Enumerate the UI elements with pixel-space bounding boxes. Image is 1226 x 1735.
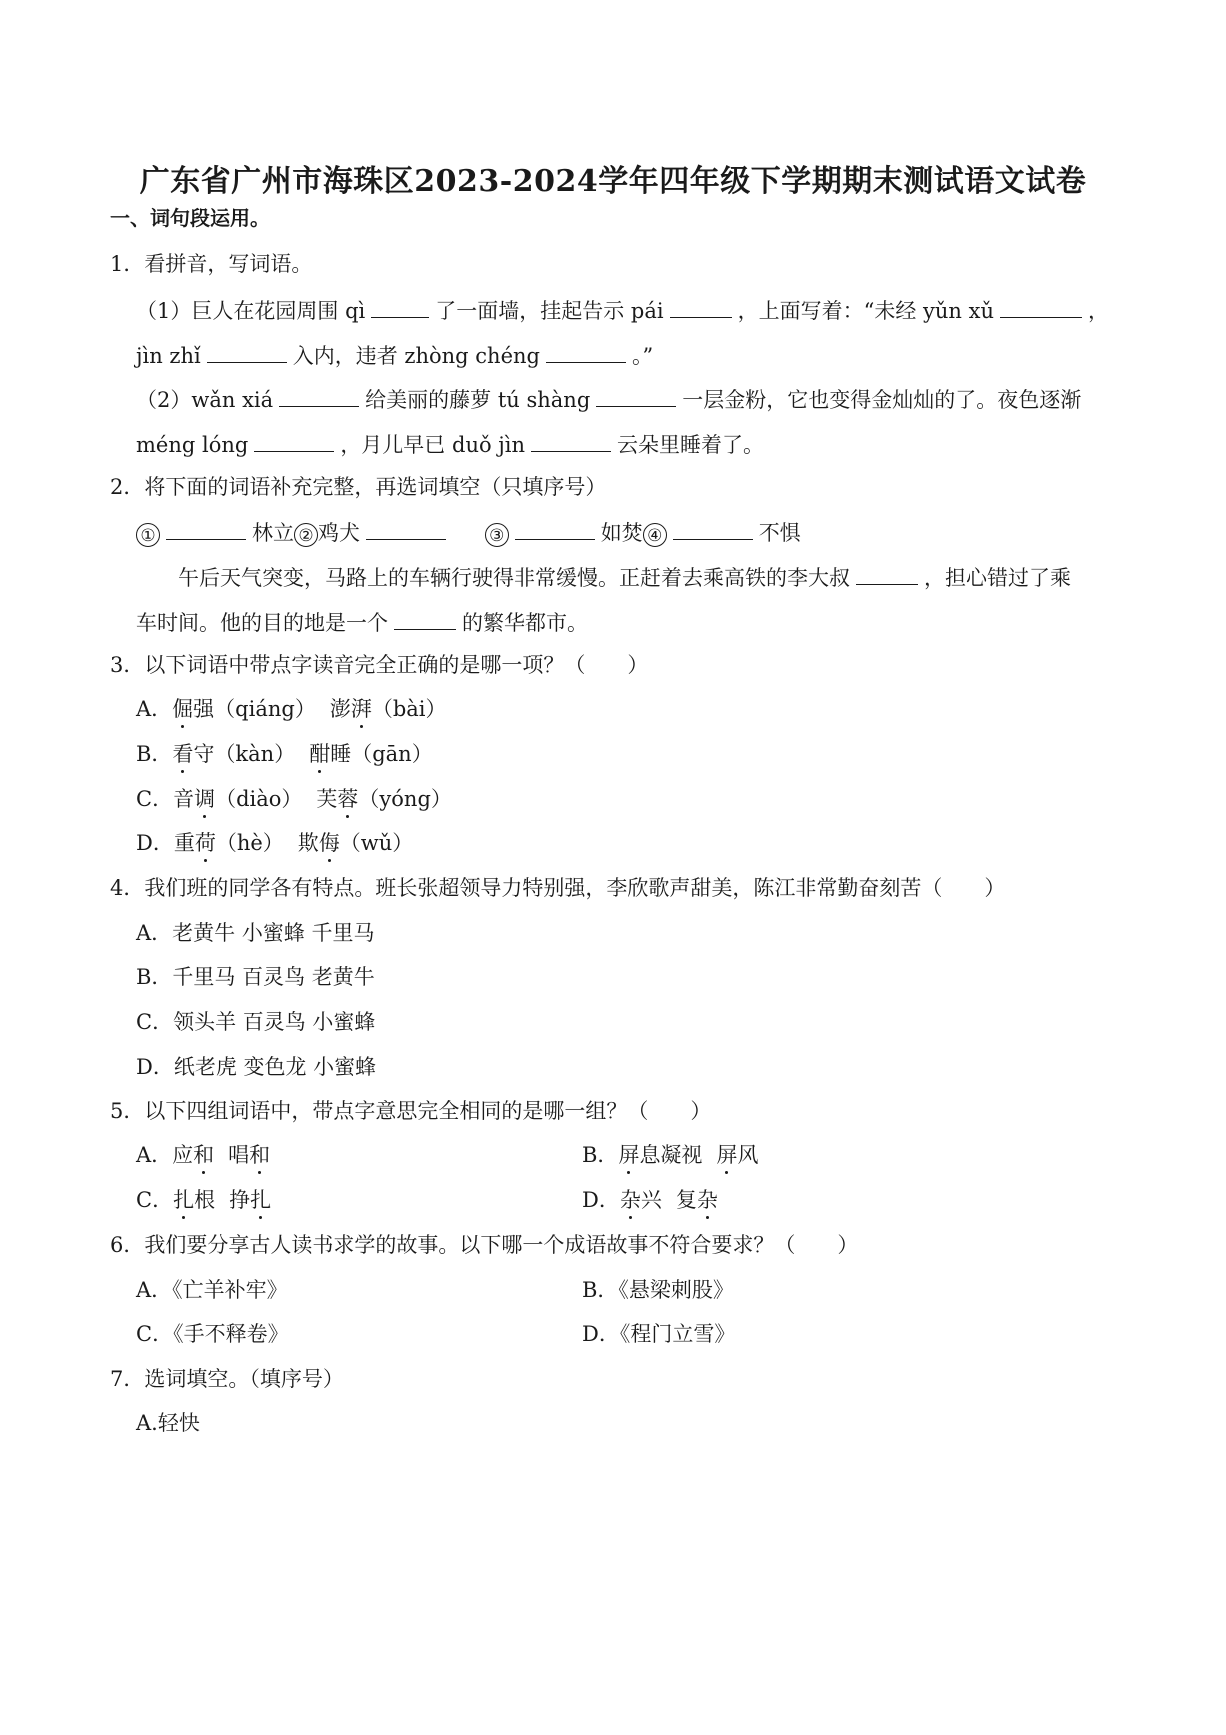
text: （1）巨人在花园周围 — [136, 299, 339, 323]
dotted-char: 看 — [172, 742, 194, 766]
question-4-option-d[interactable]: D．纸老虎 变色龙 小蜜蜂 — [136, 1055, 377, 1079]
question-3-option-a[interactable] — [136, 695, 447, 723]
text: ，月儿早已 — [340, 433, 446, 457]
char: 息凝视 — [639, 1143, 703, 1167]
text: ， — [1088, 299, 1110, 323]
option-label: C． — [136, 787, 174, 811]
question-5-option-b[interactable] — [582, 1141, 758, 1169]
answer-blank[interactable] — [366, 517, 446, 540]
char: 守 — [193, 742, 215, 766]
pinyin: tú shàng — [497, 388, 591, 412]
text: 一层金粉，它也变得金灿灿的了。夜色逐渐 — [682, 388, 1082, 412]
char: 复 — [675, 1188, 697, 1212]
answer-blank[interactable] — [596, 384, 676, 407]
question-6-option-c[interactable]: C．《手不释卷》 — [136, 1322, 289, 1346]
pinyin: duǒ jìn — [452, 433, 526, 457]
pinyin: jìn zhǐ — [136, 344, 201, 368]
text: （2） — [136, 388, 192, 412]
word: 如焚 — [600, 521, 643, 545]
pinyin: （kàn） — [214, 742, 296, 766]
text: 了一面墙，挂起告示 — [435, 299, 625, 323]
question-3-stem: 3．以下词语中带点字读音完全正确的是哪一项？（ ） — [110, 653, 649, 677]
char: 睡 — [330, 742, 352, 766]
answer-blank[interactable] — [546, 340, 626, 363]
text: ，担心错过了乘 — [924, 566, 1071, 590]
section-heading: 一、词句段运用。 — [110, 206, 270, 230]
pinyin: （diào） — [215, 787, 303, 811]
question-6-stem: 6．我们要分享古人读书求学的故事。以下哪一个成语故事不符合要求？（ ） — [110, 1233, 859, 1257]
option-label: D． — [582, 1188, 620, 1212]
answer-blank[interactable] — [1000, 295, 1082, 318]
option-label: A． — [136, 1143, 173, 1167]
dotted-char: 侮 — [318, 831, 340, 855]
answer-blank[interactable] — [207, 340, 287, 363]
dotted-char: 杂 — [696, 1188, 718, 1212]
answer-blank[interactable] — [515, 517, 595, 540]
pinyin: （yóng） — [358, 787, 452, 811]
question-4-option-b[interactable]: B．千里马 百灵鸟 老黄牛 — [136, 965, 375, 989]
option-label: A． — [136, 697, 173, 721]
pinyin: （gān） — [351, 742, 433, 766]
question-4-option-a[interactable]: A．老黄牛 小蜜蜂 千里马 — [136, 921, 375, 945]
char: 兴 — [640, 1188, 662, 1212]
number-2: ② — [294, 523, 318, 547]
pinyin: （bài） — [371, 697, 447, 721]
number-3: ③ — [485, 523, 509, 547]
pinyin: （qiáng） — [214, 697, 316, 721]
page-title: 广东省广州市海珠区2023-2024学年四年级下学期期末测试语文试卷 — [139, 164, 1087, 199]
dotted-char: 湃 — [350, 697, 372, 721]
option-label: B． — [136, 742, 173, 766]
question-6-option-a[interactable]: A．《亡羊补牢》 — [136, 1278, 288, 1302]
option-label: C． — [136, 1188, 174, 1212]
question-5-stem: 5．以下四组词语中，带点字意思完全相同的是哪一组？（ ） — [110, 1099, 712, 1123]
word: 鸡犬 — [318, 521, 360, 545]
text: 午后天气突变，马路上的车辆行驶得非常缓慢。正赶着去乘高铁的李大叔 — [178, 566, 850, 590]
answer-blank[interactable] — [166, 517, 246, 540]
pinyin: yǔn xǔ — [923, 299, 995, 323]
word: 不惧 — [758, 521, 801, 545]
answer-blank[interactable] — [856, 562, 918, 585]
question-1-part-1-line-2 — [136, 340, 653, 370]
question-6-option-b[interactable]: B．《悬梁刺股》 — [582, 1278, 734, 1302]
question-7-option-a[interactable]: A.轻快 — [136, 1411, 200, 1435]
question-5-option-c[interactable] — [136, 1186, 271, 1214]
pinyin: qì — [345, 299, 366, 323]
dotted-char: 杂 — [619, 1188, 641, 1212]
pinyin: pái — [630, 299, 664, 323]
question-2-passage-line-2 — [136, 607, 588, 637]
pinyin: （hè） — [215, 831, 284, 855]
question-7-stem: 7．选词填空。（填序号） — [110, 1367, 344, 1391]
pinyin: （wǔ） — [339, 831, 414, 855]
char: 应 — [172, 1143, 194, 1167]
question-3-option-d[interactable] — [136, 829, 413, 857]
answer-blank[interactable] — [673, 517, 753, 540]
char: 根 — [194, 1188, 216, 1212]
char: 重 — [173, 831, 195, 855]
text: 入内，违者 — [292, 344, 398, 368]
question-3-option-c[interactable] — [136, 785, 452, 813]
question-5-option-a[interactable] — [136, 1141, 270, 1169]
char: 欺 — [297, 831, 319, 855]
char: 音 — [173, 787, 195, 811]
question-4-stem: 4．我们班的同学各有特点。班长张超领导力特别强，李欣歌声甜美，陈江非常勤奋刻苦（ ） — [110, 876, 1006, 900]
question-5-option-d[interactable] — [582, 1186, 718, 1214]
char: 唱 — [228, 1143, 250, 1167]
char: 强 — [193, 697, 215, 721]
question-1-stem: 1．看拼音，写词语。 — [110, 252, 313, 276]
text: 。” — [631, 344, 654, 368]
answer-blank[interactable] — [394, 607, 456, 630]
char: 风 — [737, 1143, 759, 1167]
question-2-word-list — [136, 517, 801, 547]
word: 林立 — [252, 521, 294, 545]
char: 挣 — [229, 1188, 251, 1212]
answer-blank[interactable] — [279, 384, 359, 407]
answer-blank[interactable] — [670, 295, 732, 318]
question-1-part-2-line-1 — [136, 384, 1081, 414]
question-2-passage-line-1 — [178, 562, 1071, 592]
text: 云朵里睡着了。 — [617, 433, 765, 457]
option-label: D． — [136, 831, 174, 855]
number-1: ① — [136, 523, 160, 547]
dotted-char: 扎 — [250, 1188, 272, 1212]
dotted-char: 屏 — [716, 1143, 738, 1167]
answer-blank[interactable] — [254, 429, 334, 452]
option-label: B． — [582, 1143, 619, 1167]
char: 芙 — [316, 787, 338, 811]
text: 的繁华都市。 — [462, 611, 588, 635]
dotted-char: 调 — [194, 787, 216, 811]
question-1-part-1-line-1 — [136, 295, 1109, 325]
char: 澎 — [329, 697, 351, 721]
text: 车时间。他的目的地是一个 — [136, 611, 388, 635]
text: 给美丽的藤萝 — [365, 388, 492, 412]
dotted-char: 倔 — [172, 697, 194, 721]
dotted-char: 酣 — [309, 742, 331, 766]
answer-blank[interactable] — [531, 429, 611, 452]
question-6-option-d[interactable]: D．《程门立雪》 — [582, 1322, 736, 1346]
question-4-option-c[interactable]: C．领头羊 百灵鸟 小蜜蜂 — [136, 1010, 376, 1034]
dotted-char: 蓉 — [337, 787, 359, 811]
dotted-char: 荷 — [194, 831, 216, 855]
dotted-char: 和 — [193, 1143, 215, 1167]
pinyin: méng lóng — [136, 433, 249, 457]
question-3-option-b[interactable] — [136, 740, 433, 768]
pinyin: wǎn xiá — [191, 388, 274, 412]
dotted-char: 和 — [249, 1143, 271, 1167]
dotted-char: 屏 — [618, 1143, 640, 1167]
number-4: ④ — [643, 523, 667, 547]
dotted-char: 扎 — [173, 1188, 195, 1212]
question-2-stem: 2．将下面的词语补充完整，再选词填空（只填序号） — [110, 475, 607, 499]
pinyin: zhòng chéng — [404, 344, 540, 368]
text: ，上面写着：“未经 — [737, 299, 917, 323]
answer-blank[interactable] — [371, 295, 429, 318]
question-1-part-2-line-2 — [136, 429, 764, 459]
